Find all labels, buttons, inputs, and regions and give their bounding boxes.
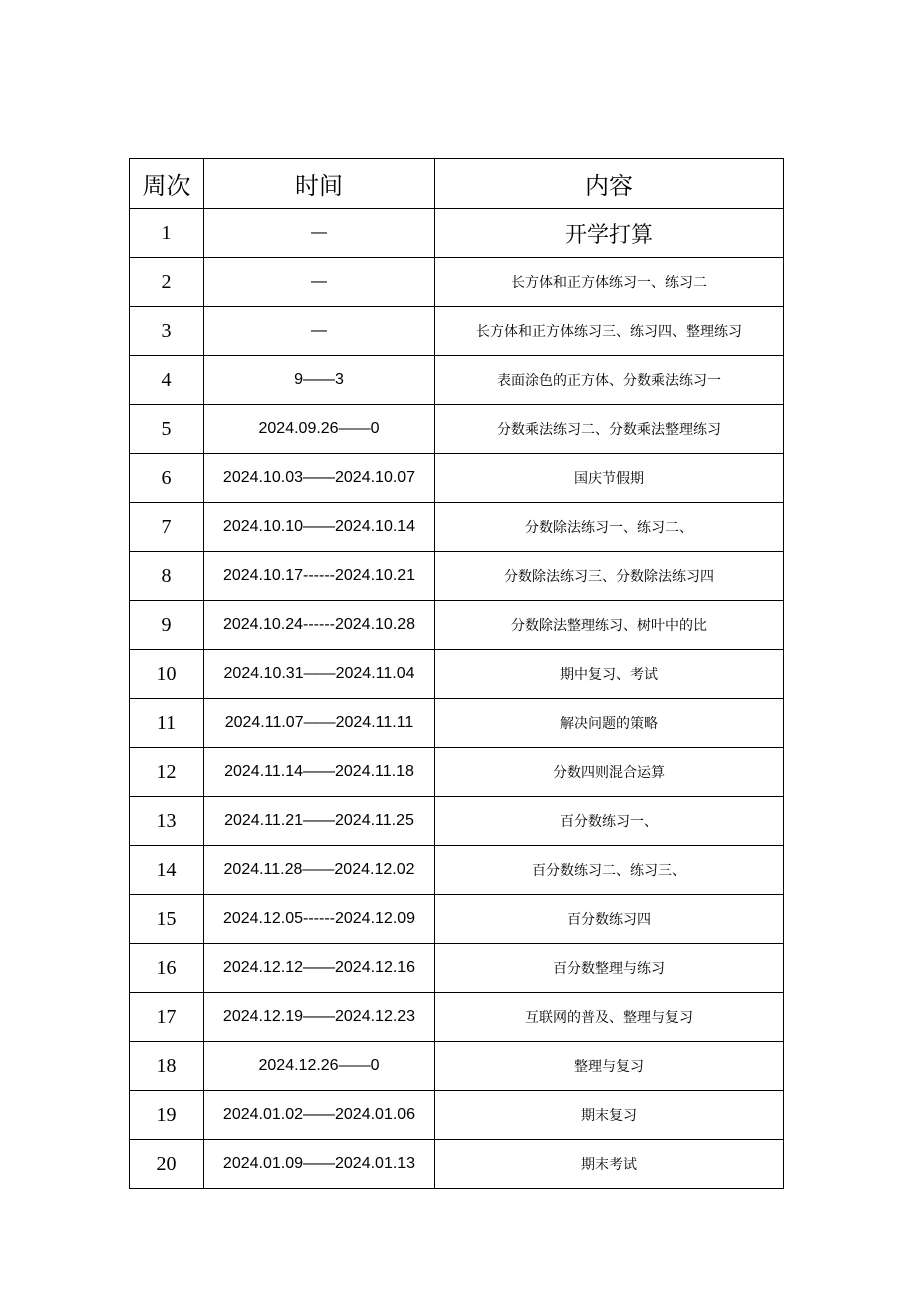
table-row [130, 797, 784, 846]
week-cell: 19 [130, 1091, 204, 1140]
table-row [130, 1140, 784, 1189]
week-cell: 6 [130, 454, 204, 503]
content-cell: 国庆节假期 [435, 454, 784, 503]
content-cell: 期末复习 [435, 1091, 784, 1140]
week-cell: 8 [130, 552, 204, 601]
table-row [130, 356, 784, 405]
week-cell: 3 [130, 307, 204, 356]
week-cell: 16 [130, 944, 204, 993]
table-row [130, 209, 784, 258]
week-cell: 5 [130, 405, 204, 454]
content-cell: 百分数练习四 [435, 895, 784, 944]
week-cell: 1 [130, 209, 204, 258]
table-row [130, 846, 784, 895]
time-cell: 2024.11.07——2024.11.11 [204, 699, 435, 748]
time-cell: 2024.10.17------2024.10.21 [204, 552, 435, 601]
time-cell: 2024.11.21——2024.11.25 [204, 797, 435, 846]
time-cell: 9——3 [204, 356, 435, 405]
table-row [130, 1042, 784, 1091]
table-row [130, 601, 784, 650]
week-cell: 15 [130, 895, 204, 944]
table-row [130, 503, 784, 552]
table-row [130, 993, 784, 1042]
time-cell: 2024.01.02——2024.01.06 [204, 1091, 435, 1140]
time-cell: 2024.12.26——0 [204, 1042, 435, 1091]
content-cell: 百分数练习二、练习三、 [435, 846, 784, 895]
content-cell: 开学打算 [435, 209, 784, 258]
table-row [130, 552, 784, 601]
content-cell: 百分数整理与练习 [435, 944, 784, 993]
header-content: 内容 [435, 159, 784, 209]
table-row [130, 454, 784, 503]
time-cell: — [204, 307, 435, 356]
content-cell: 长方体和正方体练习三、练习四、整理练习 [435, 307, 784, 356]
time-cell: 2024.12.12——2024.12.16 [204, 944, 435, 993]
time-cell: 2024.10.24------2024.10.28 [204, 601, 435, 650]
content-cell: 分数四则混合运算 [435, 748, 784, 797]
table-row [130, 405, 784, 454]
week-cell: 9 [130, 601, 204, 650]
time-cell: 2024.11.14——2024.11.18 [204, 748, 435, 797]
time-cell: — [204, 209, 435, 258]
content-cell: 分数除法练习一、练习二、 [435, 503, 784, 552]
header-week: 周次 [130, 159, 204, 209]
time-cell: 2024.10.10——2024.10.14 [204, 503, 435, 552]
table-row [130, 944, 784, 993]
week-cell: 17 [130, 993, 204, 1042]
table-row [130, 307, 784, 356]
header-time: 时间 [204, 159, 435, 209]
time-cell: 2024.10.03——2024.10.07 [204, 454, 435, 503]
week-cell: 13 [130, 797, 204, 846]
week-cell: 2 [130, 258, 204, 307]
content-cell: 解决问题的策略 [435, 699, 784, 748]
week-cell: 12 [130, 748, 204, 797]
content-cell: 期中复习、考试 [435, 650, 784, 699]
table-row [130, 895, 784, 944]
content-cell: 百分数练习一、 [435, 797, 784, 846]
content-cell: 表面涂色的正方体、分数乘法练习一 [435, 356, 784, 405]
week-cell: 18 [130, 1042, 204, 1091]
content-cell: 分数除法练习三、分数除法练习四 [435, 552, 784, 601]
schedule-table [129, 158, 784, 1189]
content-cell: 分数乘法练习二、分数乘法整理练习 [435, 405, 784, 454]
content-cell: 期末考试 [435, 1140, 784, 1189]
time-cell: 2024.09.26——0 [204, 405, 435, 454]
header-row [130, 159, 784, 209]
week-cell: 11 [130, 699, 204, 748]
week-cell: 7 [130, 503, 204, 552]
content-cell: 分数除法整理练习、树叶中的比 [435, 601, 784, 650]
week-cell: 10 [130, 650, 204, 699]
time-cell: 2024.01.09——2024.01.13 [204, 1140, 435, 1189]
time-cell: — [204, 258, 435, 307]
time-cell: 2024.10.31——2024.11.04 [204, 650, 435, 699]
week-cell: 14 [130, 846, 204, 895]
time-cell: 2024.12.19——2024.12.23 [204, 993, 435, 1042]
content-cell: 互联网的普及、整理与复习 [435, 993, 784, 1042]
content-cell: 整理与复习 [435, 1042, 784, 1091]
table-row [130, 650, 784, 699]
time-cell: 2024.11.28——2024.12.02 [204, 846, 435, 895]
table-row [130, 699, 784, 748]
table-row [130, 748, 784, 797]
week-cell: 4 [130, 356, 204, 405]
content-cell: 长方体和正方体练习一、练习二 [435, 258, 784, 307]
week-cell: 20 [130, 1140, 204, 1189]
time-cell: 2024.12.05------2024.12.09 [204, 895, 435, 944]
table-row [130, 1091, 784, 1140]
table-row [130, 258, 784, 307]
